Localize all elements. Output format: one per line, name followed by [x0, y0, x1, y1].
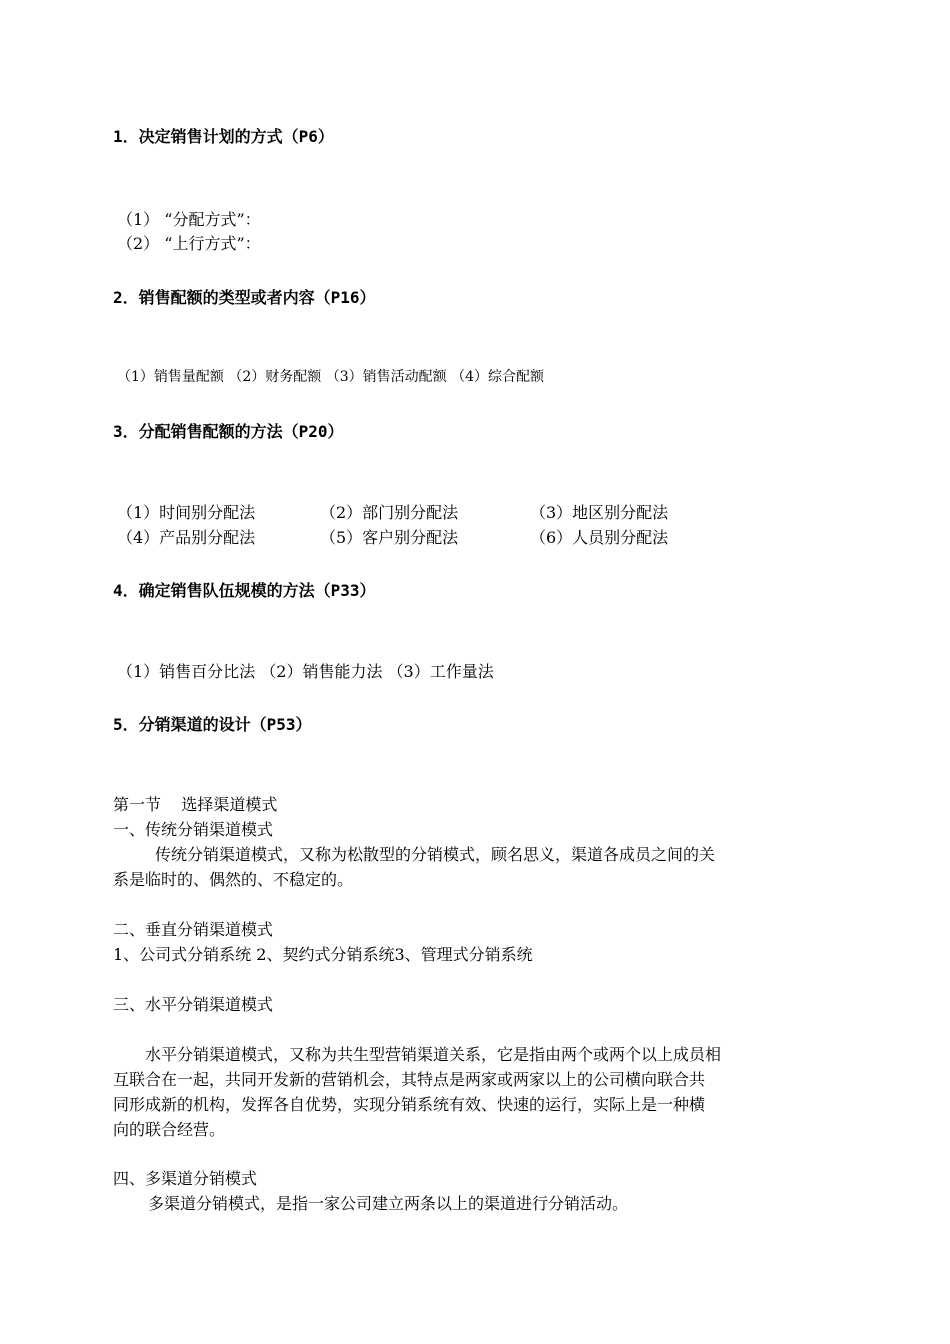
heading-2: 2．销售配额的类型或者内容（P16） — [113, 288, 376, 307]
paragraph-line: 同形成新的机构，发挥各自优势，实现分销系统有效、快速的运行，实际上是一种横 — [113, 1095, 706, 1114]
grid-cell: （5）客户别分配法 — [320, 528, 459, 547]
heading-4: 4．确定销售队伍规模的方法（P33） — [113, 581, 376, 600]
list-item: （1） “分配方式”： — [117, 210, 261, 229]
grid-cell: （1）时间别分配法 — [117, 503, 256, 522]
paragraph-line: 向的联合经营。 — [113, 1120, 226, 1139]
section-title: 第一节 选择渠道模式 — [113, 795, 278, 814]
paragraph-line: 传统分销渠道模式，又称为松散型的分销模式，顾名思义，渠道各成员之间的关 — [155, 845, 716, 864]
paragraph-line: 水平分销渠道模式，又称为共生型营销渠道关系，它是指由两个或两个以上成员相 — [145, 1045, 722, 1064]
part-title: 四、多渠道分销模式 — [113, 1169, 258, 1188]
part-title: 一、传统分销渠道模式 — [113, 820, 274, 839]
paragraph-line: 系是临时的、偶然的、不稳定的。 — [113, 870, 354, 889]
heading-5: 5．分销渠道的设计（P53） — [113, 715, 312, 734]
part-title: 二、垂直分销渠道模式 — [113, 920, 274, 939]
part-title: 三、水平分销渠道模式 — [113, 995, 274, 1014]
team-size-methods-line: （1）销售百分比法 （2）销售能力法 （3）工作量法 — [117, 662, 494, 681]
paragraph-line: 多渠道分销模式，是指一家公司建立两条以上的渠道进行分销活动。 — [148, 1194, 629, 1213]
paragraph-line: 1、公司式分销系统 2、契约式分销系统3、管理式分销系统 — [113, 945, 533, 964]
grid-cell: （6）人员别分配法 — [530, 528, 669, 547]
grid-cell: （3）地区别分配法 — [530, 503, 669, 522]
quota-types-line: （1）销售量配额 （2）财务配额 （3）销售活动配额 （4）综合配额 — [117, 369, 544, 385]
grid-cell: （2）部门别分配法 — [320, 503, 459, 522]
heading-1: 1．决定销售计划的方式（P6） — [113, 127, 334, 146]
paragraph-line: 互联合在一起，共同开发新的营销机会，其特点是两家或两家以上的公司横向联合共 — [113, 1070, 706, 1089]
grid-cell: （4）产品别分配法 — [117, 528, 256, 547]
heading-3: 3．分配销售配额的方法（P20） — [113, 422, 344, 441]
list-item: （2） “上行方式”： — [117, 234, 261, 253]
